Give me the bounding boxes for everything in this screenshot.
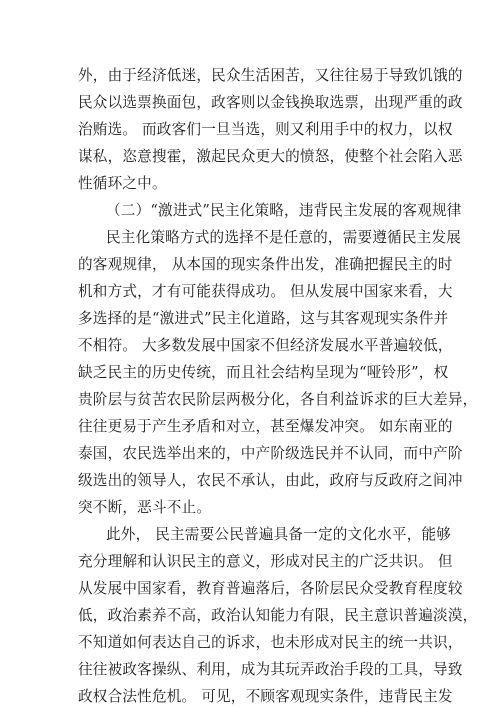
text-line: 泰国，农民选举出来的，中产阶级选民并不认同，而中产阶 bbox=[78, 445, 463, 462]
text-line: 民众以选票换面包，政客则以金钱换取选票，出现严重的政 bbox=[78, 94, 463, 111]
text-line: 外，由于经济低迷，民众生活困苦，又往往易于导致饥饿的 bbox=[78, 67, 463, 84]
text-line: 往往更易于产生矛盾和对立，甚至爆发冲突。 如东南亚的 bbox=[78, 418, 453, 435]
section-heading: （二）“激进式”民主化策略，违背民主发展的客观规律 bbox=[106, 202, 462, 219]
text-line: 缺乏民主的历史传统，而且社会结构呈现为“哑铃形”，权 bbox=[78, 364, 449, 381]
paragraph-first-line: 民主化策略方式的选择不是任意的，需要遵循民主发展 bbox=[106, 229, 462, 246]
text-line: 治贿选。 而政客们一旦当选，则又利用手中的权力，以权 bbox=[78, 121, 453, 138]
text-line: 政权合法性危机。 可见，不顾客观现实条件，违背民主发 bbox=[78, 688, 453, 705]
text-line: 性循环之中。 bbox=[78, 175, 167, 192]
text-line: 不知道如何表达自己的诉求，也未形成对民主的统一共识， bbox=[78, 634, 463, 651]
text-line: 不相符。 大多数发展中国家不但经济发展水平普遍较低， bbox=[78, 337, 453, 354]
text-line: 多选择的是“激进式”民主化道路，这与其客观现实条件并 bbox=[78, 310, 449, 327]
text-line: 机和方式，才有可能获得成功。 但从发展中国家来看，大 bbox=[78, 283, 453, 300]
text-line: 突不断，恶斗不止。 bbox=[78, 499, 212, 516]
paragraph-first-line: 此外， 民主需要公民普遍具备一定的文化水平，能够 bbox=[106, 526, 452, 543]
text-line: 级选出的领导人，农民不承认，由此，政府与反政府之间冲 bbox=[78, 472, 463, 489]
text-line: 从发展中国家看，教育普遍落后，各阶层民众受教育程度较 bbox=[78, 580, 463, 597]
text-line: 低，政治素养不高，政治认知能力有限，民主意识普遍淡漠， bbox=[78, 607, 478, 624]
text-line: 贵阶层与贫苦农民阶层两极分化，各自利益诉求的巨大差异， bbox=[78, 391, 478, 408]
text-line: 往往被政客操纵、利用，成为其玩弄政治手段的工具，导致 bbox=[78, 661, 463, 678]
text-line: 谋私，恣意搜霍，激起民众更大的愤怒，使整个社会陷入恶 bbox=[78, 148, 463, 165]
text-line: 充分理解和认识民主的意义，形成对民主的广泛共识。 但 bbox=[78, 553, 453, 570]
text-line: 的客观规律， 从本国的现实条件出发，准确把握民主的时 bbox=[78, 256, 453, 273]
